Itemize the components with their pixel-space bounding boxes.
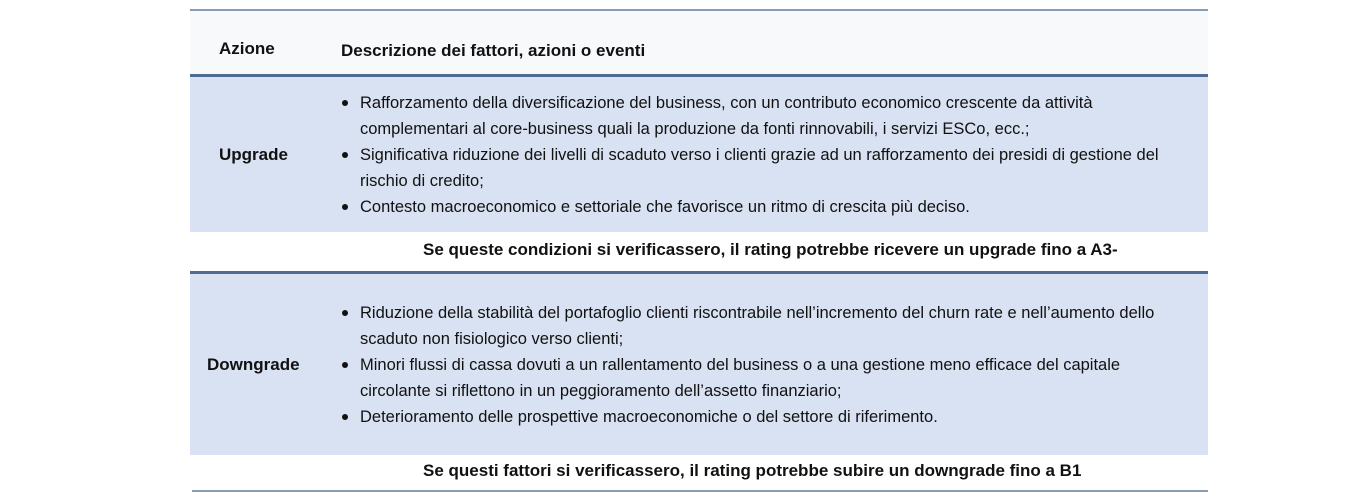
list-item: Deterioramento delle prospettive macroeconomiche o del settore di riferimento. (341, 404, 1191, 430)
list-item: Minori flussi di cassa dovuti a un rallentamento del business o a una gestione meno efficace del capitale circolante si riflettono in un peggioramento dell’assetto finanziario; (341, 352, 1191, 404)
upgrade-row (190, 77, 1208, 232)
list-item: Rafforzamento della diversificazione del business, con un contributo economico crescente da attività complementari al core-business quali la produzione da fonti rinnovabili, i servizi ESCo, ecc.; (341, 90, 1191, 142)
downgrade-condition: Se questi fattori si verificassero, il rating potrebbe subire un downgrade fino a B1 (423, 461, 1082, 480)
downgrade-row (190, 274, 1208, 455)
list-item: Riduzione della stabilità del portafoglio clienti riscontrabile nell’incremento del churn rate e nell’aumento dello scaduto non fisiologico verso clienti; (341, 300, 1191, 352)
header-action: Azione (219, 39, 275, 58)
list-item: Contesto macroeconomico e settoriale che favorisce un ritmo di crescita più deciso. (341, 194, 1191, 220)
header-description: Descrizione dei fattori, azioni o eventi (341, 41, 646, 60)
table-bottom-rule (192, 490, 1208, 492)
table-header (190, 11, 1208, 74)
upgrade-condition: Se queste condizioni si verificassero, il rating potrebbe ricevere un upgrade fino a A3- (423, 240, 1118, 259)
upgrade-bullets (341, 90, 1191, 220)
downgrade-bullets (341, 300, 1191, 430)
upgrade-label: Upgrade (219, 145, 288, 164)
downgrade-label: Downgrade (207, 355, 300, 374)
list-item: Significativa riduzione dei livelli di scaduto verso i clienti grazie ad un rafforzamento dei presidi di gestione del rischio di credito; (341, 142, 1191, 194)
